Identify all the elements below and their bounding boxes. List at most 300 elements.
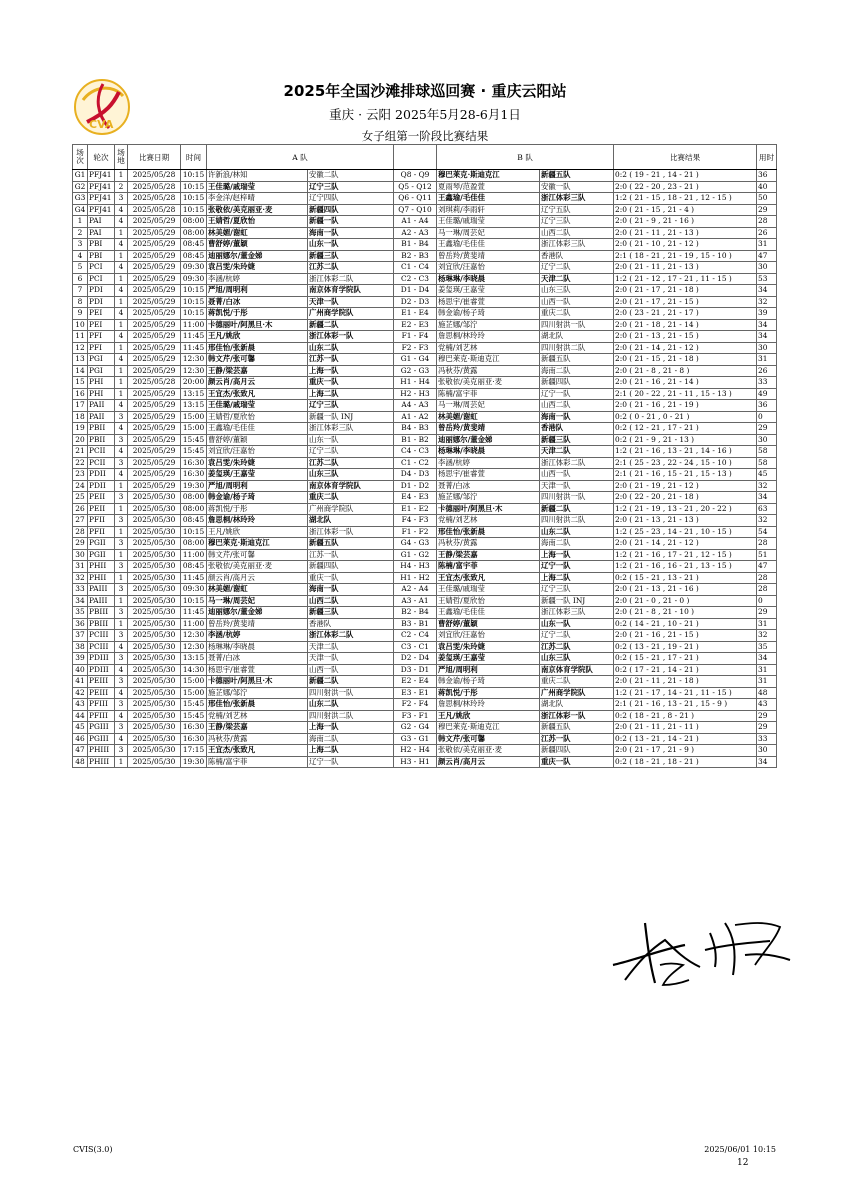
match-cell: 16 xyxy=(73,388,88,400)
team-b-players-cell: 颜云肖/高月云 xyxy=(437,756,540,768)
team-b-players-cell: 夏雨琴/范盈萱 xyxy=(437,181,540,193)
duration-cell: 29 xyxy=(757,204,777,216)
team-b-name-cell: 天津一队 xyxy=(540,480,614,492)
match-cell: 31 xyxy=(73,561,88,573)
date-cell: 2025/05/28 xyxy=(128,193,181,205)
court-cell: 3 xyxy=(115,653,128,665)
match-cell: 28 xyxy=(73,526,88,538)
date-cell: 2025/05/30 xyxy=(128,745,181,757)
round-cell: PGII xyxy=(88,549,115,561)
score-cell: 2:0 ( 21 - 14 , 21 - 12 ) xyxy=(614,538,757,550)
team-a-name-cell: 天津一队 xyxy=(308,653,394,665)
time-cell: 10:15 xyxy=(181,193,207,205)
match-code-cell: A1 - A2 xyxy=(394,411,437,423)
round-cell: PDII xyxy=(88,469,115,481)
score-cell: 2:1 ( 25 - 23 , 22 - 24 , 15 - 10 ) xyxy=(614,457,757,469)
print-timestamp: 2025/06/01 10:15 xyxy=(704,1145,776,1154)
table-row xyxy=(73,687,777,699)
duration-cell: 32 xyxy=(757,630,777,642)
team-a-players-cell: 王婧哲/夏欣怡 xyxy=(207,216,308,228)
time-cell: 11:00 xyxy=(181,618,207,630)
section-title: 女子组第一阶段比赛结果 xyxy=(361,129,489,143)
round-cell: PEII xyxy=(88,492,115,504)
duration-cell: 31 xyxy=(757,354,777,366)
team-a-players-cell: 张敬依/美克丽亚·麦 xyxy=(207,561,308,573)
team-a-name-cell: 安徽二队 xyxy=(308,170,394,182)
time-cell: 19:30 xyxy=(181,480,207,492)
date-cell: 2025/05/30 xyxy=(128,641,181,653)
team-b-name-cell: 南京体育学院队 xyxy=(540,664,614,676)
team-b-name-cell: 山东二队 xyxy=(540,526,614,538)
date-cell: 2025/05/30 xyxy=(128,561,181,573)
team-a-name-cell: 新疆三队 xyxy=(308,607,394,619)
court-cell: 3 xyxy=(115,745,128,757)
time-cell: 11:45 xyxy=(181,331,207,343)
court-cell: 1 xyxy=(115,227,128,239)
match-cell: 3 xyxy=(73,239,88,251)
match-code-cell: H3 - H1 xyxy=(394,756,437,768)
col-match: 场次 xyxy=(73,145,88,170)
duration-cell: 30 xyxy=(757,342,777,354)
match-code-cell: E3 - E1 xyxy=(394,687,437,699)
duration-cell: 26 xyxy=(757,227,777,239)
court-cell: 1 xyxy=(115,319,128,331)
time-cell: 10:15 xyxy=(181,296,207,308)
team-b-name-cell: 香港队 xyxy=(540,423,614,435)
team-a-players-cell: 姜玺瑛/王嘉莹 xyxy=(207,469,308,481)
team-a-players-cell: 王鑫瑜/毛佳佳 xyxy=(207,423,308,435)
duration-cell: 58 xyxy=(757,446,777,458)
col-court: 场地 xyxy=(115,145,128,170)
team-b-name-cell: 新疆四队 xyxy=(540,377,614,389)
match-code-cell: H2 - H3 xyxy=(394,388,437,400)
team-a-players-cell: 詹思桐/林玲玲 xyxy=(207,515,308,527)
match-cell: G2 xyxy=(73,181,88,193)
table-row xyxy=(73,572,777,584)
score-cell: 1:2 ( 21 - 16 , 17 - 21 , 12 - 15 ) xyxy=(614,549,757,561)
duration-cell: 28 xyxy=(757,572,777,584)
date-cell: 2025/05/29 xyxy=(128,400,181,412)
score-cell: 2:0 ( 21 - 18 , 21 - 14 ) xyxy=(614,319,757,331)
score-cell: 2:0 ( 21 - 16 , 21 - 19 ) xyxy=(614,400,757,412)
team-a-players-cell: 邢佳怡/张新晨 xyxy=(207,342,308,354)
match-cell: 44 xyxy=(73,710,88,722)
duration-cell: 0 xyxy=(757,411,777,423)
score-cell: 2:0 ( 22 - 20 , 23 - 21 ) xyxy=(614,181,757,193)
match-code-cell: B2 - B4 xyxy=(394,607,437,619)
match-code-cell: F4 - F3 xyxy=(394,515,437,527)
match-cell: 24 xyxy=(73,480,88,492)
court-cell: 3 xyxy=(115,607,128,619)
date-cell: 2025/05/30 xyxy=(128,653,181,665)
team-b-players-cell: 曾岳羚/黄斐靖 xyxy=(437,423,540,435)
court-cell: 1 xyxy=(115,595,128,607)
date-cell: 2025/05/29 xyxy=(128,457,181,469)
team-a-players-cell: 曾岳羚/黄斐靖 xyxy=(207,618,308,630)
software-version: CVIS(3.0) xyxy=(73,1145,113,1154)
team-b-name-cell: 辽宁二队 xyxy=(540,262,614,274)
table-row xyxy=(73,641,777,653)
match-cell: 15 xyxy=(73,377,88,389)
duration-cell: 31 xyxy=(757,239,777,251)
match-code-cell: A4 - A3 xyxy=(394,400,437,412)
table-row xyxy=(73,434,777,446)
duration-cell: 34 xyxy=(757,319,777,331)
date-cell: 2025/05/29 xyxy=(128,296,181,308)
team-b-name-cell: 海南二队 xyxy=(540,538,614,550)
court-cell: 4 xyxy=(115,239,128,251)
round-cell: PFJ41 xyxy=(88,170,115,182)
court-cell: 1 xyxy=(115,503,128,515)
match-cell: 47 xyxy=(73,745,88,757)
team-b-players-cell: 王静/梁芸嘉 xyxy=(437,549,540,561)
team-a-players-cell: 穆巴莱克·斯迪克江 xyxy=(207,538,308,550)
court-cell: 4 xyxy=(115,308,128,320)
date-cell: 2025/05/30 xyxy=(128,584,181,596)
match-code-cell: E1 - E2 xyxy=(394,503,437,515)
time-cell: 16:30 xyxy=(181,457,207,469)
match-code-cell: C1 - C4 xyxy=(394,262,437,274)
date-cell: 2025/05/30 xyxy=(128,676,181,688)
score-cell: 1:2 ( 21 - 19 , 13 - 21 , 20 - 22 ) xyxy=(614,503,757,515)
duration-cell: 34 xyxy=(757,492,777,504)
time-cell: 12:30 xyxy=(181,641,207,653)
team-b-name-cell: 浙江体彩一队 xyxy=(540,710,614,722)
date-cell: 2025/05/29 xyxy=(128,434,181,446)
date-cell: 2025/05/30 xyxy=(128,503,181,515)
team-a-name-cell: 山东一队 xyxy=(308,434,394,446)
round-cell: PAIII xyxy=(88,584,115,596)
table-row xyxy=(73,365,777,377)
court-cell: 1 xyxy=(115,342,128,354)
match-code-cell: E2 - E4 xyxy=(394,676,437,688)
duration-cell: 43 xyxy=(757,699,777,711)
team-a-name-cell: 新疆一队 INJ xyxy=(308,411,394,423)
court-cell: 4 xyxy=(115,354,128,366)
court-cell: 1 xyxy=(115,618,128,630)
round-cell: PEIII xyxy=(88,687,115,699)
date-cell: 2025/05/30 xyxy=(128,595,181,607)
date-cell: 2025/05/28 xyxy=(128,181,181,193)
date-cell: 2025/05/30 xyxy=(128,618,181,630)
team-a-name-cell: 海南一队 xyxy=(308,584,394,596)
court-cell: 1 xyxy=(115,388,128,400)
duration-cell: 30 xyxy=(757,434,777,446)
match-cell: 39 xyxy=(73,653,88,665)
team-a-players-cell: 李金洋/赵梓晴 xyxy=(207,193,308,205)
score-cell: 2:0 ( 21 - 11 , 21 - 13 ) xyxy=(614,227,757,239)
time-cell: 08:45 xyxy=(181,239,207,251)
team-a-name-cell: 广州商学院队 xyxy=(308,503,394,515)
team-b-players-cell: 王宜杰/张致凡 xyxy=(437,572,540,584)
team-a-players-cell: 杨琳琳/李晓晨 xyxy=(207,641,308,653)
match-code-cell: G2 - G4 xyxy=(394,722,437,734)
team-a-name-cell: 新疆一队 xyxy=(308,216,394,228)
court-cell: 2 xyxy=(115,181,128,193)
round-cell: PFI xyxy=(88,342,115,354)
score-cell: 2:0 ( 21 - 0 , 21 - 0 ) xyxy=(614,595,757,607)
team-b-name-cell: 山东三队 xyxy=(540,285,614,297)
score-cell: 0:2 ( 14 - 21 , 10 - 21 ) xyxy=(614,618,757,630)
team-b-players-cell: 马一琳/周芸妃 xyxy=(437,400,540,412)
team-a-name-cell: 新疆三队 xyxy=(308,250,394,262)
match-cell: 29 xyxy=(73,538,88,550)
match-cell: 27 xyxy=(73,515,88,527)
team-a-name-cell: 江苏二队 xyxy=(308,457,394,469)
table-row xyxy=(73,526,777,538)
time-cell: 08:45 xyxy=(181,515,207,527)
match-code-cell: A2 - A4 xyxy=(394,584,437,596)
time-cell: 10:15 xyxy=(181,595,207,607)
match-code-cell: F1 - F4 xyxy=(394,331,437,343)
table-row xyxy=(73,331,777,343)
score-cell: 0:2 ( 13 - 21 , 14 - 21 ) xyxy=(614,733,757,745)
date-cell: 2025/05/29 xyxy=(128,354,181,366)
match-cell: 26 xyxy=(73,503,88,515)
score-cell: 2:1 ( 20 - 22 , 21 - 11 , 15 - 13 ) xyxy=(614,388,757,400)
team-a-name-cell: 山东三队 xyxy=(308,469,394,481)
team-b-players-cell: 林美媚/谢虹 xyxy=(437,411,540,423)
team-a-name-cell: 浙江体彩二队 xyxy=(308,273,394,285)
team-b-players-cell: 陈楠/富宇菲 xyxy=(437,561,540,573)
team-b-players-cell: 冯秋芬/黄露 xyxy=(437,365,540,377)
team-b-players-cell: 王婧哲/夏欣怡 xyxy=(437,595,540,607)
match-cell: 17 xyxy=(73,400,88,412)
team-b-name-cell: 上海二队 xyxy=(540,572,614,584)
team-a-players-cell: 许新浪/林知 xyxy=(207,170,308,182)
score-cell: 2:0 ( 21 - 13 , 21 - 15 ) xyxy=(614,331,757,343)
table-row xyxy=(73,492,777,504)
court-cell: 1 xyxy=(115,296,128,308)
round-cell: PHI xyxy=(88,377,115,389)
date-cell: 2025/05/30 xyxy=(128,538,181,550)
team-b-name-cell: 上海一队 xyxy=(540,549,614,561)
time-cell: 15:45 xyxy=(181,699,207,711)
table-row xyxy=(73,216,777,228)
score-cell: 2:0 ( 21 - 10 , 21 - 12 ) xyxy=(614,239,757,251)
table-row xyxy=(73,296,777,308)
court-cell: 3 xyxy=(115,538,128,550)
score-cell: 1:2 ( 21 - 16 , 13 - 21 , 14 - 16 ) xyxy=(614,446,757,458)
match-cell: 36 xyxy=(73,618,88,630)
team-a-name-cell: 广州商学院队 xyxy=(308,308,394,320)
team-a-players-cell: 曹舒婷/董颖 xyxy=(207,239,308,251)
court-cell: 4 xyxy=(115,423,128,435)
score-cell: 2:0 ( 21 - 8 , 21 - 10 ) xyxy=(614,607,757,619)
team-b-name-cell: 山西一队 xyxy=(540,469,614,481)
team-a-players-cell: 党楠/刘艺林 xyxy=(207,710,308,722)
team-b-name-cell: 浙江体彩三队 xyxy=(540,193,614,205)
team-a-name-cell: 新疆五队 xyxy=(308,538,394,550)
team-b-name-cell: 四川射洪二队 xyxy=(540,515,614,527)
duration-cell: 29 xyxy=(757,722,777,734)
team-b-players-cell: 杨思宇/崔睿萱 xyxy=(437,296,540,308)
table-row xyxy=(73,618,777,630)
match-code-cell: E2 - E3 xyxy=(394,319,437,331)
date-cell: 2025/05/29 xyxy=(128,319,181,331)
time-cell: 16:30 xyxy=(181,733,207,745)
round-cell: PAIII xyxy=(88,595,115,607)
table-row xyxy=(73,676,777,688)
score-cell: 2:0 ( 21 - 17 , 21 - 18 ) xyxy=(614,285,757,297)
score-cell: 0:2 ( 0 - 21 , 0 - 21 ) xyxy=(614,411,757,423)
round-cell: PFIII xyxy=(88,699,115,711)
match-cell: 33 xyxy=(73,584,88,596)
table-row xyxy=(73,538,777,550)
table-row xyxy=(73,250,777,262)
time-cell: 08:00 xyxy=(181,216,207,228)
duration-cell: 32 xyxy=(757,296,777,308)
match-cell: 19 xyxy=(73,423,88,435)
col-date: 比赛日期 xyxy=(128,145,181,170)
court-cell: 4 xyxy=(115,216,128,228)
score-cell: 2:0 ( 23 - 21 , 21 - 17 ) xyxy=(614,308,757,320)
match-code-cell: D2 - D3 xyxy=(394,296,437,308)
court-cell: 1 xyxy=(115,549,128,561)
team-a-name-cell: 重庆一队 xyxy=(308,377,394,389)
match-code-cell: D2 - D4 xyxy=(394,653,437,665)
round-cell: PHI xyxy=(88,388,115,400)
round-cell: PEI xyxy=(88,308,115,320)
team-b-name-cell: 江苏二队 xyxy=(540,641,614,653)
table-row xyxy=(73,503,777,515)
round-cell: PCII xyxy=(88,446,115,458)
duration-cell: 49 xyxy=(757,388,777,400)
match-cell: 2 xyxy=(73,227,88,239)
time-cell: 08:45 xyxy=(181,250,207,262)
team-a-name-cell: 新疆二队 xyxy=(308,319,394,331)
team-a-players-cell: 王婧哲/夏欣怡 xyxy=(207,411,308,423)
time-cell: 15:00 xyxy=(181,423,207,435)
team-a-name-cell: 浙江体彩三队 xyxy=(308,423,394,435)
date-cell: 2025/05/29 xyxy=(128,285,181,297)
team-b-players-cell: 杨思宇/崔睿萱 xyxy=(437,469,540,481)
team-a-name-cell: 新疆四队 xyxy=(308,204,394,216)
team-a-name-cell: 天津一队 xyxy=(308,296,394,308)
date-cell: 2025/05/28 xyxy=(128,204,181,216)
team-b-players-cell: 穆巴莱克·斯迪克江 xyxy=(437,170,540,182)
table-row xyxy=(73,653,777,665)
table-row xyxy=(73,262,777,274)
team-b-name-cell: 山西二队 xyxy=(540,400,614,412)
team-a-name-cell: 海南一队 xyxy=(308,227,394,239)
court-cell: 3 xyxy=(115,515,128,527)
round-cell: PCII xyxy=(88,457,115,469)
col-time: 时间 xyxy=(181,145,207,170)
round-cell: PAI xyxy=(88,216,115,228)
round-cell: PGIII xyxy=(88,722,115,734)
team-a-name-cell: 山西二队 xyxy=(308,595,394,607)
table-row xyxy=(73,181,777,193)
duration-cell: 36 xyxy=(757,170,777,182)
team-b-name-cell: 香港队 xyxy=(540,250,614,262)
team-a-name-cell: 湖北队 xyxy=(308,515,394,527)
court-cell: 1 xyxy=(115,170,128,182)
team-b-name-cell: 新疆一队 INJ xyxy=(540,595,614,607)
table-row xyxy=(73,469,777,481)
table-row xyxy=(73,377,777,389)
team-a-name-cell: 江苏一队 xyxy=(308,549,394,561)
table-row xyxy=(73,342,777,354)
round-cell: PFI xyxy=(88,331,115,343)
team-a-name-cell: 江苏二队 xyxy=(308,262,394,274)
team-b-players-cell: 穆巴莱克·斯迪克江 xyxy=(437,722,540,734)
round-cell: PDI xyxy=(88,285,115,297)
time-cell: 11:45 xyxy=(181,342,207,354)
team-b-name-cell: 山东一队 xyxy=(540,618,614,630)
match-code-cell: Q7 - Q10 xyxy=(394,204,437,216)
court-cell: 4 xyxy=(115,687,128,699)
court-cell: 3 xyxy=(115,492,128,504)
court-cell: 1 xyxy=(115,526,128,538)
court-cell: 4 xyxy=(115,204,128,216)
match-cell: 40 xyxy=(73,664,88,676)
team-a-name-cell: 浙江体彩一队 xyxy=(308,331,394,343)
team-b-name-cell: 四川射洪一队 xyxy=(540,492,614,504)
team-b-name-cell: 新疆五队 xyxy=(540,722,614,734)
match-cell: 42 xyxy=(73,687,88,699)
svg-text:CVA: CVA xyxy=(89,118,114,131)
match-cell: 22 xyxy=(73,457,88,469)
match-code-cell: B4 - B3 xyxy=(394,423,437,435)
score-cell: 0:2 ( 15 - 21 , 13 - 21 ) xyxy=(614,572,757,584)
team-a-players-cell: 林美媚/谢虹 xyxy=(207,584,308,596)
round-cell: PCI xyxy=(88,262,115,274)
team-a-name-cell: 天津二队 xyxy=(308,641,394,653)
time-cell: 09:30 xyxy=(181,584,207,596)
date-cell: 2025/05/30 xyxy=(128,687,181,699)
team-b-name-cell: 山东三队 xyxy=(540,653,614,665)
team-b-name-cell: 辽宁三队 xyxy=(540,216,614,228)
team-b-players-cell: 严旭/周明利 xyxy=(437,664,540,676)
match-cell: 9 xyxy=(73,308,88,320)
score-cell: 1:2 ( 21 - 16 , 16 - 21 , 13 - 15 ) xyxy=(614,561,757,573)
duration-cell: 40 xyxy=(757,181,777,193)
duration-cell: 34 xyxy=(757,756,777,768)
round-cell: PCIII xyxy=(88,641,115,653)
duration-cell: 29 xyxy=(757,607,777,619)
page-title: 2025年全国沙滩排球巡回赛 · 重庆云阳站 xyxy=(283,82,567,100)
match-cell: 5 xyxy=(73,262,88,274)
duration-cell: 47 xyxy=(757,561,777,573)
team-b-name-cell: 海南一队 xyxy=(540,411,614,423)
table-row xyxy=(73,722,777,734)
team-a-players-cell: 马一琳/周芸妃 xyxy=(207,595,308,607)
round-cell: PFJ41 xyxy=(88,181,115,193)
date-cell: 2025/05/29 xyxy=(128,469,181,481)
team-a-name-cell: 上海一队 xyxy=(308,722,394,734)
team-b-name-cell: 浙江体彩三队 xyxy=(540,239,614,251)
team-b-name-cell: 新疆二队 xyxy=(540,503,614,515)
team-a-players-cell: 袁吕雯/朱玲婕 xyxy=(207,457,308,469)
match-code-cell: H2 - H4 xyxy=(394,745,437,757)
table-row xyxy=(73,745,777,757)
round-cell: PDIII xyxy=(88,653,115,665)
round-cell: PFJ41 xyxy=(88,193,115,205)
col-code xyxy=(394,145,437,170)
match-code-cell: G1 - G2 xyxy=(394,549,437,561)
match-code-cell: E1 - E4 xyxy=(394,308,437,320)
time-cell: 09:30 xyxy=(181,273,207,285)
team-b-name-cell: 湖北队 xyxy=(540,699,614,711)
court-cell: 3 xyxy=(115,584,128,596)
table-row xyxy=(73,446,777,458)
score-cell: 2:0 ( 21 - 11 , 21 - 13 ) xyxy=(614,262,757,274)
table-body xyxy=(73,170,777,768)
team-b-players-cell: 党楠/刘艺林 xyxy=(437,342,540,354)
table-row xyxy=(73,285,777,297)
court-cell: 3 xyxy=(115,434,128,446)
